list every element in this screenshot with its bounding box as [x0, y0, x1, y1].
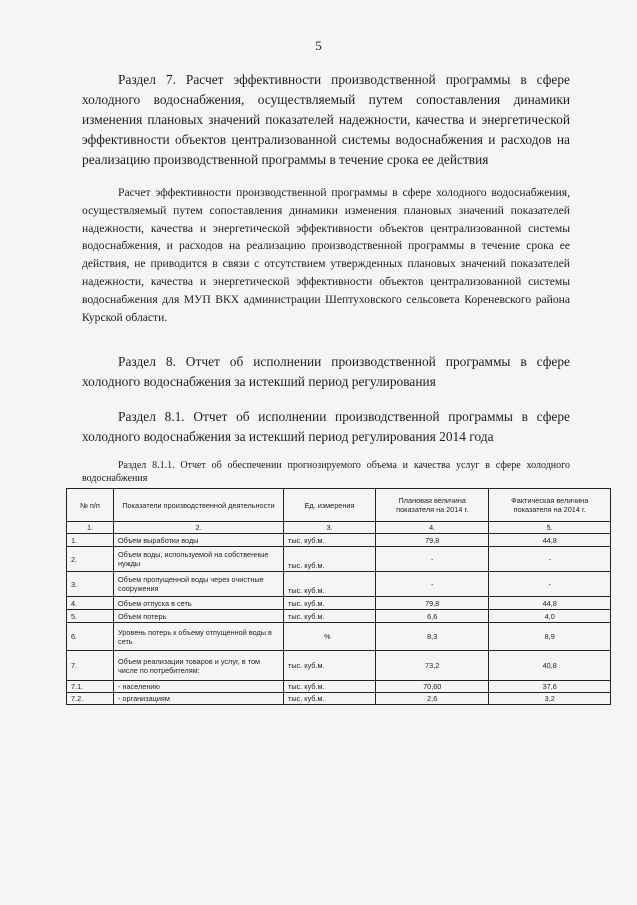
row-fact-value: 3,2: [489, 693, 611, 705]
row-indicator: Объем реализации товаров и услуг, в том числе по потребителям:: [114, 651, 284, 681]
table-row: [67, 693, 611, 705]
row-indicator: Объем воды, используемой на собственные нужды: [114, 547, 284, 572]
row-fact-value: -: [489, 547, 611, 572]
row-plan-value: 8,3: [376, 623, 489, 651]
row-indicator: - населению: [114, 681, 284, 693]
table-row: [67, 534, 611, 547]
table-row: [67, 681, 611, 693]
row-unit: тыс. куб.м.: [284, 597, 376, 610]
page-number: 5: [315, 38, 322, 53]
section-8-1-1-caption: Раздел 8.1.1. Отчет об обеспечении прогнозируемого объема и качества услуг в сфере холодного водоснабжения: [82, 460, 570, 484]
header-unit: Ед. измерения: [284, 489, 376, 522]
row-fact-value: 44,8: [489, 597, 611, 610]
column-number: 2.: [114, 522, 284, 534]
table-row: [67, 623, 611, 651]
column-number: 5.: [489, 522, 611, 534]
section-7-body: Расчет эффективности производственной программы в сфере холодного водоснабжения, осуществляемый путем сопоставления динамики изменения плановых значений показателей надежности, качества и энергетической эффективности объектов централизованной системы водоснабжения, и расходов на реализацию производственной программы в течение срока ее действия, не приводится в связи с отсутствием утвержденных плановых значений показателей надежности, качества и энергетической эффективности объектов централизованной системы водоснабжения для МУП ВКХ администрации Шептуховского сельсовета Кореневского района Курской области.: [82, 186, 570, 324]
row-indicator: - организациям: [114, 693, 284, 705]
row-number: 7.2.: [67, 693, 114, 705]
column-number: 1.: [67, 522, 114, 534]
row-plan-value: 70,60: [376, 681, 489, 693]
row-fact-value: 44,8: [489, 534, 611, 547]
row-number: 7.1.: [67, 681, 114, 693]
table-row: [67, 572, 611, 597]
row-unit: тыс. куб.м.: [284, 547, 376, 572]
table-row: [67, 610, 611, 623]
section-8-heading: Раздел 8. Отчет об исполнении производственной программы в сфере холодного водоснабжения за истекший период регулирования: [82, 354, 570, 389]
row-indicator: Объем выработки воды: [114, 534, 284, 547]
row-unit: тыс. куб.м.: [284, 610, 376, 623]
table-row: [67, 651, 611, 681]
table-row: [67, 547, 611, 572]
row-indicator: Объем пропущенной воды через очистные сооружения: [114, 572, 284, 597]
row-plan-value: 79,8: [376, 534, 489, 547]
row-fact-value: 40,8: [489, 651, 611, 681]
row-plan-value: 73,2: [376, 651, 489, 681]
header-plan: Плановая величина показателя на 2014 г.: [376, 489, 489, 522]
row-unit: тыс. куб.м.: [284, 534, 376, 547]
row-number: 7.: [67, 651, 114, 681]
row-unit: %: [284, 623, 376, 651]
row-fact-value: -: [489, 572, 611, 597]
header-indicator: Показатели производственной деятельности: [114, 489, 284, 522]
row-number: 4.: [67, 597, 114, 610]
row-unit: тыс. куб.м.: [284, 651, 376, 681]
table-header-row: [67, 489, 611, 522]
header-no: № п/п: [67, 489, 114, 522]
row-unit: тыс. куб.м.: [284, 681, 376, 693]
table-row: [67, 597, 611, 610]
row-plan-value: 79,8: [376, 597, 489, 610]
row-indicator: Объем потерь: [114, 610, 284, 623]
row-plan-value: 6,6: [376, 610, 489, 623]
row-indicator: Объем отпуска в сеть: [114, 597, 284, 610]
header-fact: Фактическая величина показателя на 2014 г.: [489, 489, 611, 522]
row-plan-value: -: [376, 572, 489, 597]
row-number: 3.: [67, 572, 114, 597]
section-7-heading: Раздел 7. Расчет эффективности производственной программы в сфере холодного водоснабжения, осуществляемый путем сопоставления динамики изменения плановых значений показателей надежности, качества и энергетической эффективности объектов централизованной системы водоснабжения и расходов на реализацию производственной программы в течение срока ее действия: [82, 72, 570, 167]
row-plan-value: -: [376, 547, 489, 572]
row-number: 2.: [67, 547, 114, 572]
row-number: 1.: [67, 534, 114, 547]
column-number: 4.: [376, 522, 489, 534]
row-fact-value: 4,0: [489, 610, 611, 623]
row-fact-value: 37,6: [489, 681, 611, 693]
row-unit: тыс. куб.м.: [284, 572, 376, 597]
row-unit: тыс. куб.м.: [284, 693, 376, 705]
section-8-1-heading: Раздел 8.1. Отчет об исполнении производственной программы в сфере холодного водоснабжения за истекший период регулирования 2014 года: [82, 409, 570, 444]
row-number: 5.: [67, 610, 114, 623]
row-indicator: Уровень потерь к объему отпущенной воды в сеть: [114, 623, 284, 651]
column-number: 3.: [284, 522, 376, 534]
production-report-table: [66, 488, 611, 705]
row-number: 6.: [67, 623, 114, 651]
row-fact-value: 8,9: [489, 623, 611, 651]
column-number-row: [67, 522, 611, 534]
row-plan-value: 2,6: [376, 693, 489, 705]
